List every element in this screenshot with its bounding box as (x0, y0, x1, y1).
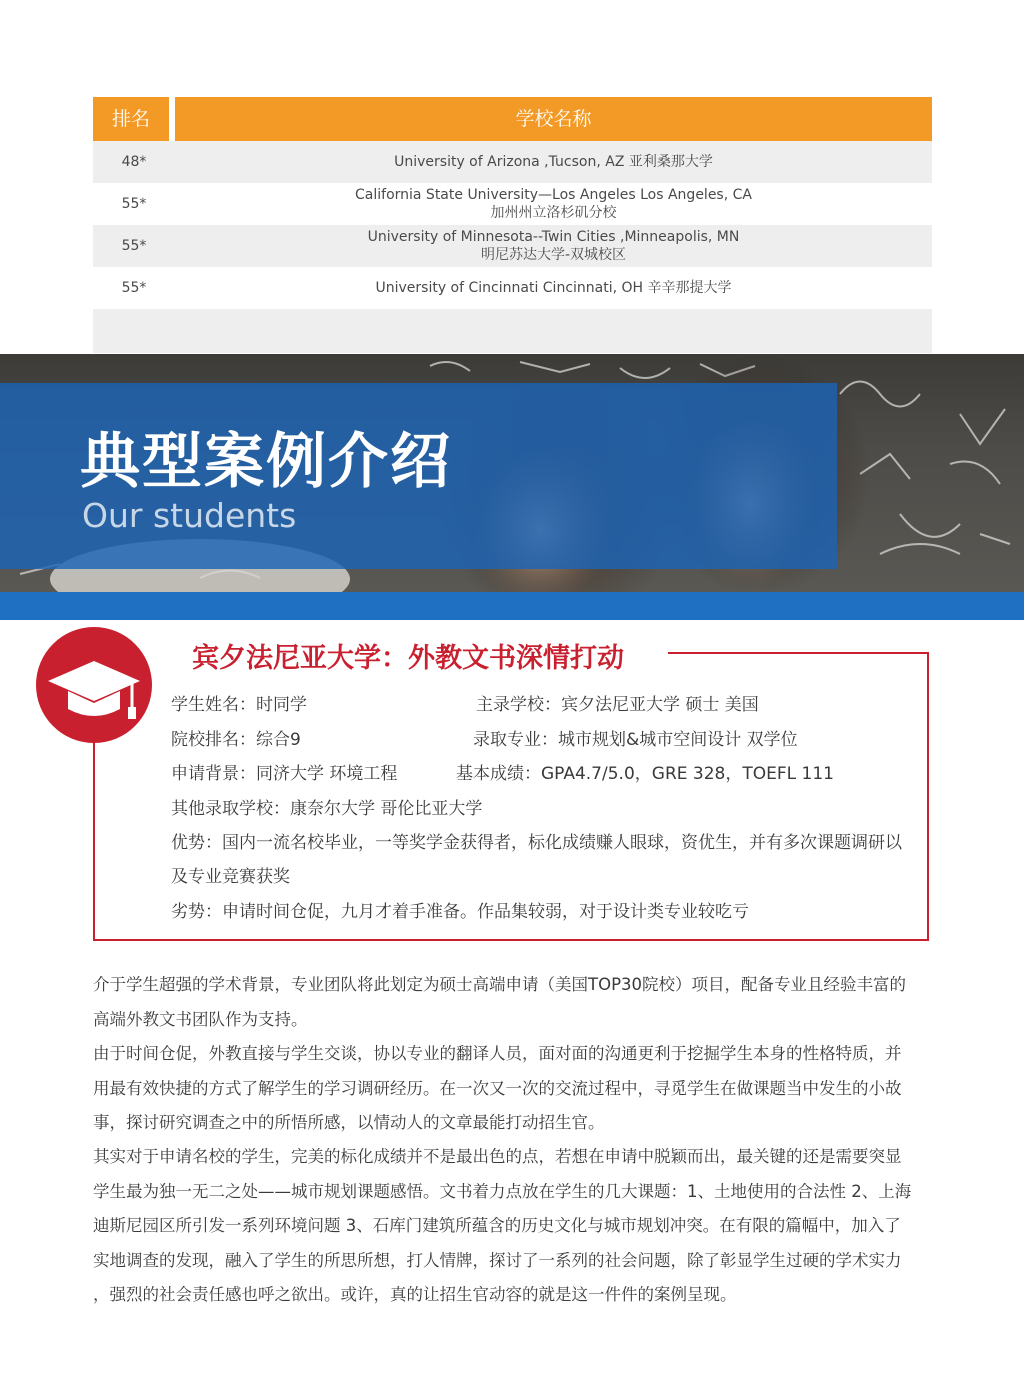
table-row (93, 267, 932, 309)
paragraph-line: 高端外教文书团队作为支持。 (93, 1009, 308, 1029)
school-cell (175, 153, 932, 171)
strengths-line-2: 及专业竞赛获奖 (171, 867, 290, 887)
school-cell (175, 186, 932, 222)
paragraph-line: 介于学生超强的学术背景，专业团队将此划定为硕士高端申请（美国TOP30院校）项目，配备专业且经验丰富的 (93, 975, 907, 994)
table-row-empty (93, 309, 932, 353)
paragraph-line: 其实对于申请名校的学生，完美的标化成绩并不是最出色的点，若想在申请中脱颖而出，最关键的还是需要突显 (93, 1147, 902, 1166)
school-line: University of Cincinnati Cincinnati, OH 辛辛那提大学 (375, 280, 732, 296)
paragraph-2 (93, 1037, 933, 1141)
rank-cell: 55* (121, 196, 147, 212)
rank-cell: 48* (121, 154, 147, 170)
student-name: 学生姓名：时同学 (171, 695, 307, 715)
paragraph-1 (93, 968, 933, 1037)
rank-cell: 55* (121, 238, 147, 254)
other-schools: 其他录取学校：康奈尔大学 哥伦比亚大学 (171, 799, 483, 819)
paragraph-line: 学生最为独一无二之处——城市规划课题感悟。文书着力点放在学生的几大课题：1、土地使用的合法性 2、上海 (93, 1181, 912, 1201)
paragraph-line: 实地调查的发现，融入了学生的所思所想，打人情牌，探讨了一系列的社会问题，除了彰显学生过硬的学术实力 (93, 1250, 902, 1270)
paragraph-line: 事，探讨研究调查之中的所悟所感，以情动人的文章最能打动招生官。 (93, 1113, 605, 1132)
banner-subtitle: Our students (82, 496, 297, 535)
rank-cell: 55* (121, 280, 147, 296)
table-row (93, 225, 932, 267)
table-row (93, 141, 932, 183)
school-rank: 院校排名：综合9 (171, 730, 301, 750)
school-line: 明尼苏达大学-双城校区 (480, 247, 627, 263)
admitted-school: 主录学校：宾夕法尼亚大学 硕士 美国 (476, 695, 759, 715)
students-banner (0, 354, 1024, 592)
case-title: 宾夕法尼亚大学：外教文书深情打动 (192, 643, 624, 674)
header-rank: 排名 (93, 97, 169, 141)
table-header (93, 97, 932, 141)
table-row (93, 183, 932, 225)
paragraph-line: 迪斯尼园区所引发一系列环境问题 3、石库门建筑所蕴含的历史文化与城市规划冲突。在有限的篇幅中，加入了 (93, 1216, 901, 1235)
school-line: 加州州立洛杉矶分校 (490, 205, 617, 221)
weaknesses: 劣势：申请时间仓促，九月才着手准备。作品集较弱，对于设计类专业较吃亏 (171, 902, 749, 922)
graduation-cap-icon (36, 627, 152, 743)
admitted-major: 录取专业：城市规划&城市空间设计 双学位 (473, 730, 798, 750)
school-cell (175, 279, 932, 297)
banner-title: 典型案例介绍 (80, 427, 452, 497)
paragraph-3 (93, 1140, 933, 1313)
paragraph-line: 用最有效快捷的方式了解学生的学习调研经历。在一次又一次的交流过程中，寻觅学生在做课题当中发生的小故 (93, 1078, 902, 1098)
paragraph-line: ，强烈的社会责任感也呼之欲出。或许，真的让招生官动容的就是这一件件的案例呈现。 (93, 1285, 737, 1304)
case-frame-top-line (668, 652, 929, 654)
basic-scores: 基本成绩：GPA4.7/5.0，GRE 328，TOEFL 111 (456, 764, 834, 784)
divider-strip (0, 592, 1024, 620)
header-school: 学校名称 (175, 97, 932, 141)
school-line: California State University—Los Angeles Los Angeles, CA (355, 187, 752, 203)
school-line: University of Arizona ,Tucson, AZ 亚利桑那大学 (394, 154, 713, 170)
school-cell (175, 228, 932, 264)
strengths-line-1: 优势：国内一流名校毕业，一等奖学金获得者，标化成绩赚人眼球，资优生，并有多次课题调研以 (171, 833, 902, 853)
paragraph-line: 由于时间仓促，外教直接与学生交谈，协以专业的翻译人员，面对面的沟通更利于挖掘学生本身的性格特质，并 (93, 1044, 902, 1063)
ranking-table (93, 97, 932, 353)
application-background: 申请背景：同济大学 环境工程 (171, 764, 398, 784)
school-line: University of Minnesota--Twin Cities ,Minneapolis, MN (367, 229, 740, 245)
